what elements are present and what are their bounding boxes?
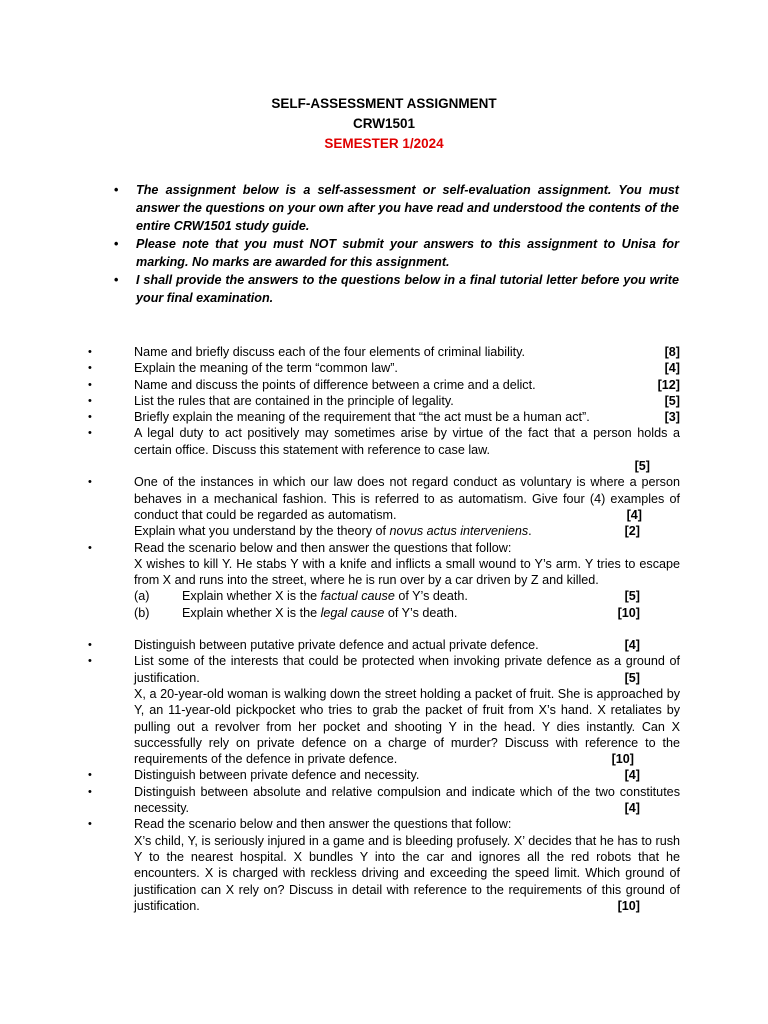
instruction-item: • I shall provide the answers to the questions below in a final tutorial letter before you write your final examination. [110,271,679,307]
question-text: Distinguish between absolute and relative compulsion and indicate which of the two constitutes necessity. [134,784,680,816]
question-intro: • Read the scenario below and then answer the questions that follow: [134,817,512,832]
question-text: List some of the interests that could be protected when invoking private defence as a ground of justification. [134,654,680,685]
question-mark: [10] [611,752,634,767]
question-text: • Name and discuss the points of difference between a crime and a delict. [134,377,536,392]
question-mark: [5] [664,393,680,408]
course-code: CRW1501 [352,116,416,131]
question-text: A legal duty to act positively may sometimes arise by virtue of the fact that a person holds a certain office. Discuss this statement with reference to case law. [134,426,680,457]
question-mark: [4] [624,768,640,783]
legal-term: legal cause [320,605,385,620]
question-mark: [4] [624,638,640,653]
question-mark: [10] [617,898,640,913]
question-item [88,425,680,474]
question-mark: [4] [626,507,642,522]
document-title: SELF-ASSESSMENT ASSIGNMENT [271,96,497,111]
question-item [88,816,680,914]
question-item: Explain what you understand by the theory of novus actus interveniens. [2] [134,524,640,539]
question-intro: • Read the scenario below and then answer the questions that follow: [134,540,512,555]
question-list [88,344,680,914]
instructions-list [110,181,679,307]
legal-term: factual cause [320,589,395,604]
question-item [88,360,680,376]
question-text: • Name and briefly discuss each of the four elements of criminal liability. [134,345,526,359]
question-item [88,784,680,817]
question-mark: [3] [664,410,680,425]
question-mark: [10] [617,605,640,620]
scenario-text: X wishes to kill Y. He stabs Y with a knife and inflicts a small wound to Y’s arm. Y tries to escape from X and runs into the street, where he is run over by a car driven by Z and killed. [134,556,680,588]
instruction-item: • The assignment below is a self-assessment or self-evaluation assignment. You must answer the questions on your own after you have read and understood the contents of the entire CRW1501 study guide. [110,181,679,235]
question-item [88,474,680,523]
legal-term: novus actus interveniens [389,524,529,539]
question-text: • Distinguish between private defence and necessity. [134,768,420,783]
question-mark: [4] [624,801,640,816]
scenario-text: X’s child, Y, is seriously injured in a game and is bleeding profusely. X’ decides that he has to rush Y to the nearest hospital. X bundles Y into the car and ignores all the red robots that he encounters. X is charged with reckless driving and exceeding the speed limit. Which ground of justification can X rely on? Discuss in detail with reference to the requirements of this ground of justification. [134,833,680,913]
semester-label: SEMESTER 1/2024 [324,136,444,151]
question-text: X, a 20-year-old woman is walking down the street holding a packet of fruit. She is approached by Y, an 11-year-old pickpocket who tries to grab the packet of fruit from X’s hand. X retaliates by pulling out a revolver from her pocket and shooting Y in the head. Y dies instantly. Can X successfully rely on private defence on a charge of murder? Discuss with reference to the requirements of the defence in private defence. [134,686,680,767]
question-mark: [5] [624,589,640,604]
question-item [88,653,680,686]
document-header [0,94,768,154]
question-mark: [2] [624,524,640,539]
question-mark: [12] [657,377,680,392]
question-mark: [8] [664,345,680,359]
question-mark: [4] [664,361,680,376]
question-item [88,377,680,393]
question-item [88,393,680,409]
question-item [88,344,680,360]
question-item [88,409,680,425]
question-text: • Briefly explain the meaning of the requirement that “the act must be a human act”. [134,410,590,425]
question-text: • Explain the meaning of the term “common law”. [134,361,398,376]
question-text: • List the rules that are contained in the principle of legality. [134,393,454,408]
question-mark: [5] [624,670,640,685]
question-item [88,686,680,767]
question-item [88,637,680,653]
question-text: One of the instances in which our law does not regard conduct as voluntary is where a person behaves in a mechanical fashion. This is referred to as automatism. Give four (4) examples of conduct that could be regarded as automatism. [134,475,680,522]
question-text: • Distinguish between putative private defence and actual private defence. [134,638,539,653]
subquestion-label: (b) [134,605,150,620]
question-text: Explain what you understand by the theory of [134,524,390,539]
instruction-item: • Please note that you must NOT submit your answers to this assignment to Unisa for marking. No marks are awarded for this assignment. [110,235,679,271]
question-item: • Read the scenario below and then answer the questions that follow: X wishes to kill Y. He stabs Y with a knife and inflicts a small wound to Y’s arm. Y tries to escape from X and runs into the street, where he is run over by a car driven by Z and killed. (a) Explain whether X is the factual cause of Y’s death. [5] (b) Explain whether X is the legal cause of Y’s death. [10] [88,540,680,621]
question-mark: [5] [634,459,650,474]
subquestion-label: (a) [134,589,150,604]
question-item [88,767,680,783]
